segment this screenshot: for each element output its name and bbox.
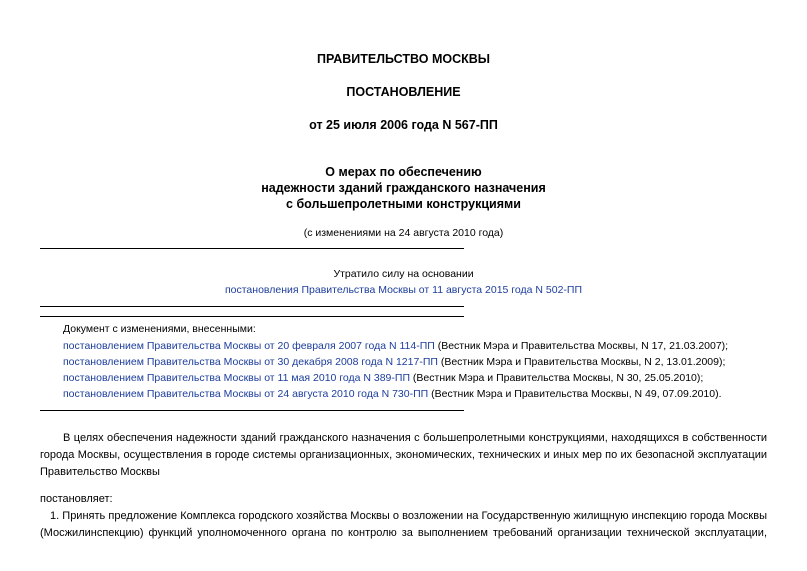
repeal-notice	[0, 284, 807, 296]
amendment-link[interactable]: постановлением Правительства Москвы от 11 мая 2010 года N 389-ПП	[63, 372, 410, 384]
amended-note: (с изменениями на 24 августа 2010 года)	[303, 227, 504, 239]
amendment-item	[63, 388, 722, 400]
amendment-link[interactable]: постановлением Правительства Москвы от 30 декабря 2008 года N 1217-ПП	[63, 356, 438, 368]
title-line-3: с большепролетными конструкциями	[286, 197, 521, 211]
repeal-link[interactable]: постановления Правительства Москвы от 11 августа 2015 года N 502-ПП	[224, 284, 583, 296]
amendment-source: (Вестник Мэра и Правительства Москвы, N 49, 07.09.2010).	[428, 388, 722, 400]
preamble-line-2: города Москвы, осуществления в городе системы организационных, экономических, технических и иных мер по их безопасной эксплуатации	[40, 449, 767, 461]
amendment-link[interactable]: постановлением Правительства Москвы от 24 августа 2010 года N 730-ПП	[63, 388, 429, 400]
amendment-source: (Вестник Мэра и Правительства Москвы, N 2, 13.01.2009);	[437, 356, 726, 368]
amendments-intro: Документ с изменениями, внесенными:	[63, 323, 256, 335]
authority-heading: ПРАВИТЕЛЬСТВО МОСКВЫ	[317, 52, 490, 66]
amendment-item	[63, 340, 728, 352]
amendment-source: (Вестник Мэра и Правительства Москвы, N 30, 25.05.2010);	[410, 372, 704, 384]
title-line-1: О мерах по обеспечению	[325, 165, 482, 179]
divider-2	[40, 306, 464, 307]
repeal-text: Утратило силу на основании	[333, 268, 474, 280]
divider-1	[40, 248, 464, 249]
item-1-line-2: (Мосжилинспекцию) функций уполномоченного органа по контролю за выполнением требований организации технической эксплуатации,	[40, 527, 767, 539]
amendment-item	[63, 356, 725, 368]
amendment-source: (Вестник Мэра и Правительства Москвы, N 17, 21.03.2007);	[434, 340, 729, 352]
preamble-line-1: В целях обеспечения надежности зданий гражданского назначения с большепролетными конструкциями, находящихся в собственности	[63, 432, 767, 444]
preamble-paragraph	[40, 430, 767, 481]
amendment-item	[63, 372, 703, 384]
item-1-paragraph	[40, 508, 767, 542]
amendment-link[interactable]: постановлением Правительства Москвы от 20 февраля 2007 года N 114-ПП	[63, 340, 435, 352]
title-line-2: надежности зданий гражданского назначения	[261, 181, 546, 195]
resolves-text: постановляет:	[40, 493, 113, 505]
document-type-heading: ПОСТАНОВЛЕНИЕ	[346, 85, 461, 99]
preamble-line-3: Правительство Москвы	[40, 466, 160, 478]
divider-3	[40, 316, 464, 317]
item-1-line-1: 1. Принять предложение Комплекса городского хозяйства Москвы о возложении на Государственную жилищную инспекцию города Москвы	[50, 510, 767, 522]
document-title	[0, 164, 807, 212]
divider-4	[40, 410, 464, 411]
date-number-heading: от 25 июля 2006 года N 567-ПП	[309, 118, 498, 132]
